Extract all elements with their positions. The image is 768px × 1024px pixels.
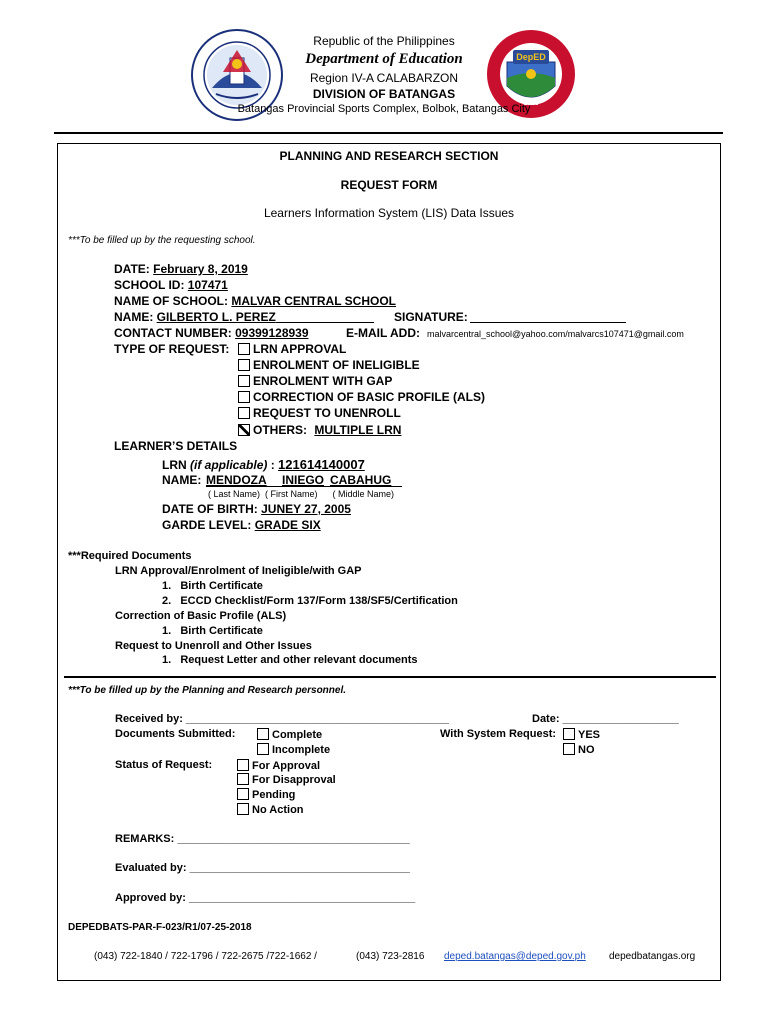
documents-submitted-label: Documents Submitted:	[115, 728, 236, 740]
checkbox-yes[interactable]	[563, 728, 575, 740]
grade-label: GARDE LEVEL:	[162, 518, 252, 532]
date-row	[114, 262, 248, 276]
school-id-label: SCHOOL ID:	[114, 278, 185, 292]
name-value[interactable]: GILBERTO L. PEREZ	[156, 310, 276, 324]
dob-value[interactable]: JUNEY 27, 2005	[261, 502, 351, 516]
learner-last-name[interactable]: MENDOZA	[206, 473, 267, 487]
received-by-field[interactable]: Received by: ___________________________________________	[115, 713, 449, 725]
region-text: Region IV-A CALABARZON	[309, 71, 459, 85]
learner-middle-name[interactable]: CABAHUG	[330, 473, 392, 487]
checkbox-lrn-approval[interactable]	[238, 343, 250, 355]
status-option-pending[interactable]	[237, 788, 295, 801]
learner-first-name[interactable]: INIEGO	[282, 473, 325, 487]
lrn-row	[162, 457, 365, 472]
request-option-label: ENROLMENT WITH GAP	[253, 374, 393, 388]
dob-row	[162, 502, 351, 516]
date-received-field[interactable]: Date: ___________________	[532, 713, 679, 725]
approved-by-field[interactable]: Approved by: _____________________________________	[115, 892, 416, 904]
school-id-value[interactable]: 107471	[187, 278, 228, 292]
request-option-label: OTHERS:	[253, 423, 307, 437]
email-label: E-MAIL ADD:	[346, 326, 420, 340]
grade-row	[162, 518, 321, 532]
checkbox-complete[interactable]	[257, 728, 269, 740]
date-label: DATE:	[114, 262, 150, 276]
school-name-value[interactable]: MALVAR CENTRAL SCHOOL	[231, 294, 397, 308]
checkbox-for-disapproval[interactable]	[237, 773, 249, 785]
form-title: REQUEST FORM	[340, 178, 438, 192]
contact-label: CONTACT NUMBER:	[114, 326, 232, 340]
request-option-label: ENROLMENT OF INELIGIBLE	[253, 358, 420, 372]
docs-option-label: Incomplete	[272, 744, 331, 756]
section-divider	[64, 676, 716, 678]
form-subtitle: Learners Information System (LIS) Data Issues	[263, 206, 515, 220]
request-option-0[interactable]	[238, 342, 346, 356]
republic-text: Republic of the Philippines	[313, 34, 455, 48]
status-option-no-action[interactable]	[237, 803, 304, 816]
status-option-label: For Approval	[252, 760, 321, 772]
footer-fax: (043) 723-2816	[356, 951, 425, 962]
learner-details-label: LEARNER’S DETAILS	[114, 439, 238, 453]
status-option-approval[interactable]	[237, 759, 320, 772]
school-note: ***To be filled up by the requesting school.	[68, 235, 256, 246]
system-option-no[interactable]	[563, 743, 595, 756]
learner-name-label: NAME:	[162, 473, 202, 487]
checkbox-unenroll[interactable]	[238, 407, 250, 419]
checkbox-for-approval[interactable]	[237, 759, 249, 771]
school-name-label: NAME OF SCHOOL:	[114, 294, 228, 308]
status-option-label: Pending	[252, 789, 296, 801]
system-option-label: NO	[578, 744, 595, 756]
contact-value[interactable]: 09399128939	[235, 326, 309, 340]
lrn-label: LRN	[162, 458, 187, 472]
learner-name-underline	[206, 486, 402, 487]
requirements-heading: ***Required Documents	[68, 550, 192, 562]
checkbox-pending[interactable]	[237, 788, 249, 800]
checkbox-no[interactable]	[563, 743, 575, 755]
contact-row	[114, 326, 309, 340]
checkbox-enrolment-ineligible[interactable]	[238, 359, 250, 371]
checkbox-others[interactable]	[238, 424, 250, 436]
checkbox-enrolment-gap[interactable]	[238, 375, 250, 387]
header-divider	[54, 132, 723, 134]
signature-line[interactable]	[470, 322, 626, 323]
requirement-group-title: Correction of Basic Profile (ALS)	[115, 610, 287, 622]
requirement-group-title: LRN Approval/Enrolment of Ineligible/with GAP	[115, 565, 362, 577]
name-underline	[276, 322, 374, 323]
lrn-value[interactable]: 121614140007	[278, 457, 365, 472]
division-seal-logo-text: DepED	[516, 52, 546, 62]
remarks-field[interactable]: REMARKS: ______________________________________	[115, 833, 410, 845]
system-request-label: With System Request:	[440, 728, 557, 740]
status-option-label: No Action	[252, 804, 304, 816]
docs-option-incomplete[interactable]	[257, 743, 330, 756]
request-option-label: REQUEST TO UNENROLL	[253, 406, 401, 420]
request-option-1[interactable]	[238, 358, 420, 372]
requirement-item: 1. Request Letter and other relevant documents	[162, 654, 418, 666]
date-value[interactable]: February 8, 2019	[153, 262, 248, 276]
checkbox-no-action[interactable]	[237, 803, 249, 815]
section-title: PLANNING AND RESEARCH SECTION	[279, 149, 499, 163]
system-option-label: YES	[578, 729, 601, 741]
department-text: Department of Education	[305, 51, 463, 67]
form-code: DEPEDBATS-PAR-F-023/R1/07-25-2018	[68, 922, 252, 933]
grade-value[interactable]: GRADE SIX	[254, 518, 321, 532]
name-row	[114, 310, 276, 324]
checkbox-incomplete[interactable]	[257, 743, 269, 755]
status-label: Status of Request:	[115, 759, 213, 771]
status-option-label: For Disapproval	[252, 774, 336, 786]
system-option-yes[interactable]	[563, 728, 600, 741]
requirement-group-title: Request to Unenroll and Other Issues	[115, 640, 312, 652]
requirement-item: 1. Birth Certificate	[162, 625, 263, 637]
request-type-label: TYPE OF REQUEST:	[114, 342, 230, 356]
footer-phones: (043) 722-1840 / 722-1796 / 722-2675 /722-1662 /	[94, 951, 317, 962]
request-option-4[interactable]	[238, 406, 401, 420]
name-label: NAME:	[114, 310, 154, 324]
division-text: DIVISION OF BATANGAS	[312, 87, 456, 101]
request-option-2[interactable]	[238, 374, 392, 388]
requirement-item: 2. ECCD Checklist/Form 137/Form 138/SF5/Certification	[162, 595, 458, 607]
others-value[interactable]: MULTIPLE LRN	[314, 423, 402, 437]
docs-option-complete[interactable]	[257, 728, 322, 741]
docs-option-label: Complete	[272, 729, 323, 741]
name-parts-caption: ( Last Name) ( First Name) ( Middle Name)	[208, 489, 395, 499]
school-name-row	[114, 294, 396, 308]
requirement-item: 1. Birth Certificate	[162, 580, 263, 592]
division-seal-year: 1925	[523, 100, 539, 107]
checkbox-correction-profile[interactable]	[238, 391, 250, 403]
footer-email-link[interactable]: deped.batangas@deped.gov.ph	[444, 951, 586, 962]
dob-label: DATE OF BIRTH:	[162, 502, 258, 516]
request-option-5[interactable]	[238, 423, 401, 437]
evaluated-by-field[interactable]: Evaluated by: ____________________________________	[115, 862, 410, 874]
address-text: Batangas Provincial Sports Complex, Bolbok, Batangas City	[237, 103, 531, 115]
lrn-colon: :	[270, 458, 275, 472]
request-option-3[interactable]	[238, 390, 485, 404]
personnel-note: ***To be filled up by the Planning and Research personnel.	[68, 685, 347, 696]
request-option-label: CORRECTION OF BASIC PROFILE (ALS)	[253, 390, 485, 404]
signature-label: SIGNATURE:	[394, 310, 468, 324]
email-value[interactable]: malvarcentral_school@yahoo.com/malvarcs107471@gmail.com	[427, 329, 684, 339]
status-option-disapproval[interactable]	[237, 773, 336, 786]
request-option-label: LRN APPROVAL	[253, 342, 347, 356]
footer-website[interactable]: depedbatangas.org	[609, 951, 696, 962]
lrn-note: (if applicable)	[190, 458, 268, 472]
school-id-row	[114, 278, 228, 292]
